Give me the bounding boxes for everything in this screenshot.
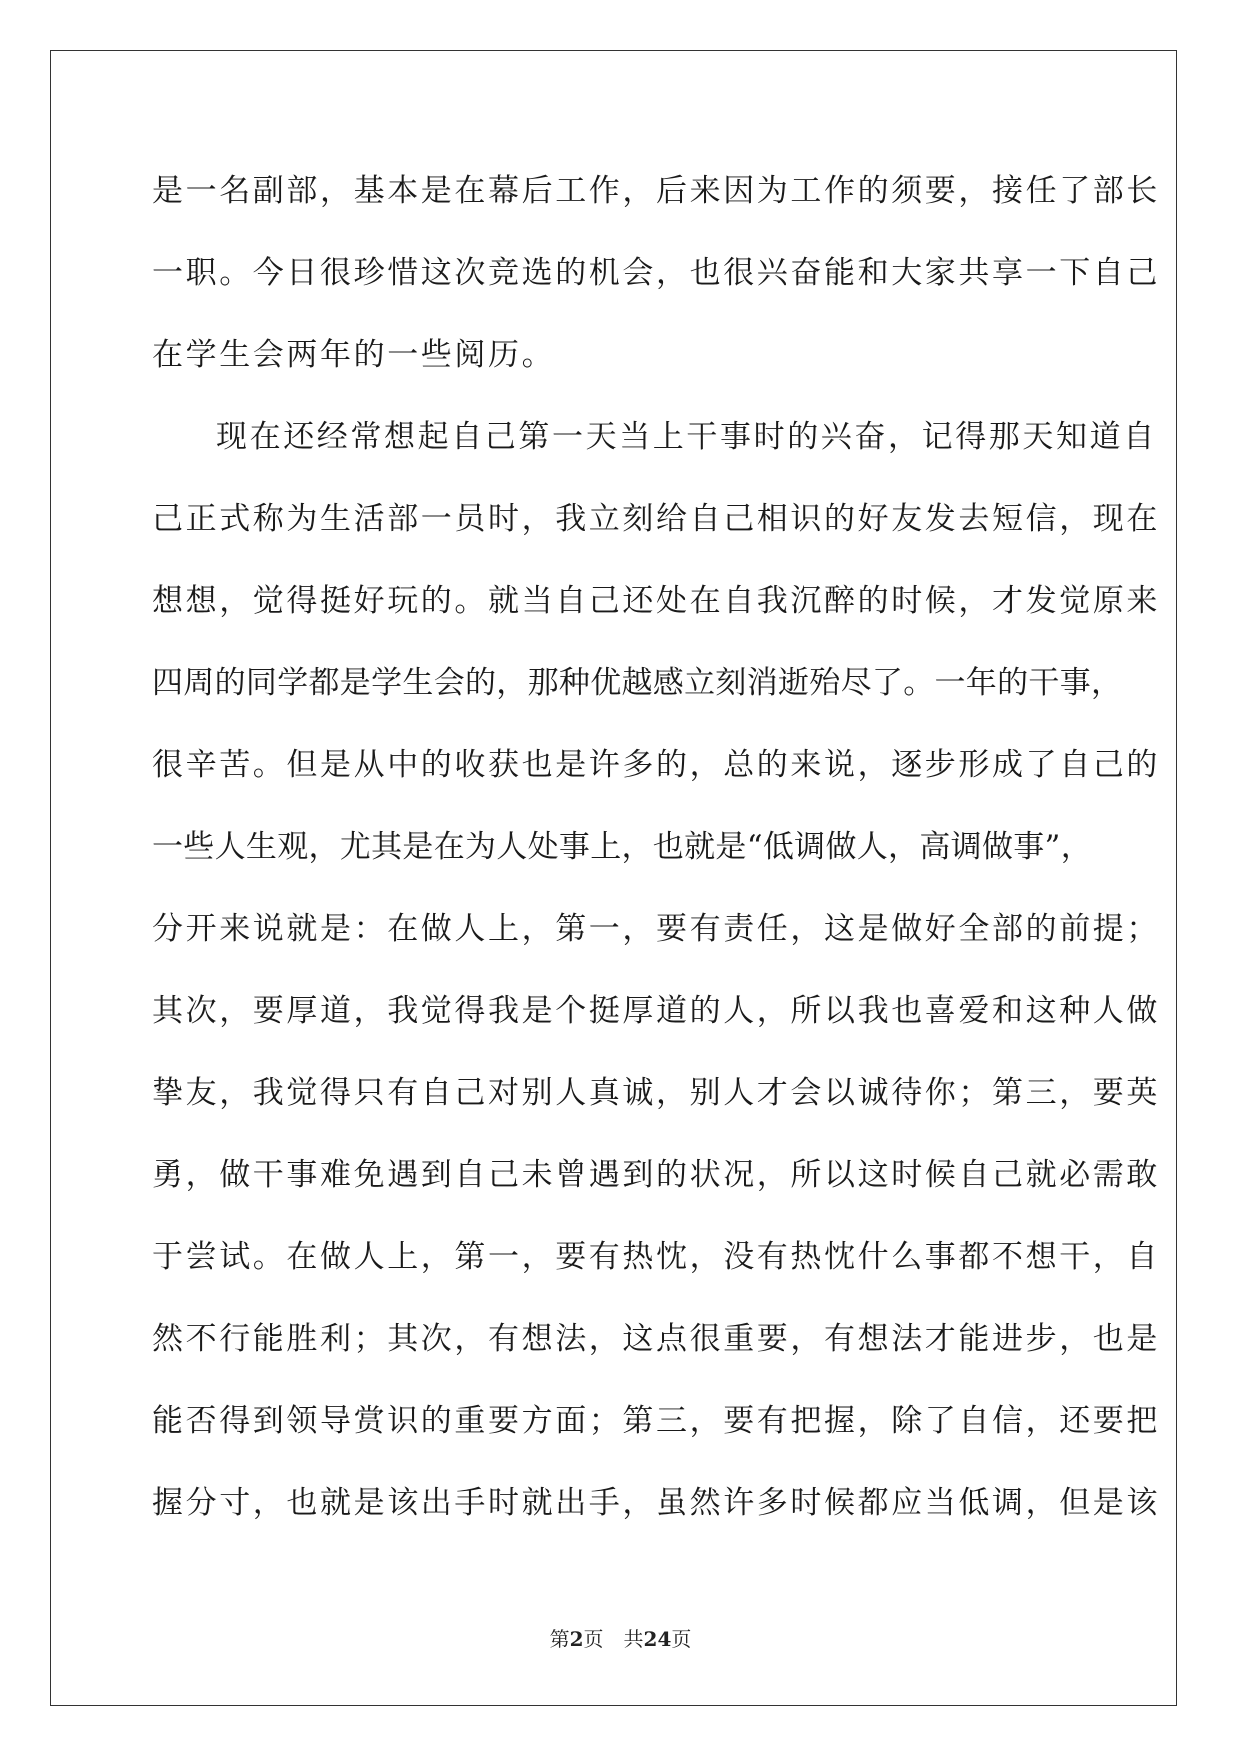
text-line: 一职。今日很珍惜这次竞选的机会，也很兴奋能和大家共享一下自己: [152, 255, 1160, 291]
text-line: 现在还经常想起自己第一天当上干事时的兴奋，记得那天知道自: [216, 419, 1157, 455]
text-line: 在学生会两年的一些阅历。: [152, 337, 556, 373]
text-line: 很辛苦。但是从中的收获也是许多的，总的来说，逐步形成了自己的: [152, 747, 1160, 783]
text-line: 分开来说就是：在做人上，第一，要有责任，这是做好全部的前提；: [152, 911, 1160, 947]
total-page-count: 24: [643, 1627, 672, 1651]
text-line: 四周的同学都是学生会的，那种优越感立刻消逝殆尽了。一年的干事，: [152, 665, 1123, 701]
text-line: 勇，做干事难免遇到自己未曾遇到的状况，所以这时候自己就必需敢: [152, 1157, 1160, 1193]
page-label-suffix: 页: [671, 1627, 692, 1651]
text-line: 是一名副部，基本是在幕后工作，后来因为工作的须要，接任了部长: [152, 173, 1160, 209]
text-line: 于尝试。在做人上，第一，要有热忱，没有热忱什么事都不想干，自: [152, 1239, 1160, 1275]
text-line: 想想，觉得挺好玩的。就当自己还处在自我沉醉的时候，才发觉原来: [152, 583, 1160, 619]
current-page-number: 2: [569, 1627, 584, 1651]
text-line: 挚友，我觉得只有自己对别人真诚，别人才会以诚待你；第三，要英: [152, 1075, 1160, 1111]
page-label-prefix: 第: [549, 1627, 570, 1651]
text-line: 握分寸，也就是该出手时就出手，虽然许多时候都应当低调，但是该: [152, 1485, 1160, 1521]
page-number-footer: [0, 1623, 1241, 1652]
text-line: 一些人生观，尤其是在为人处事上，也就是“低调做人，高调做事”，: [152, 829, 1092, 865]
text-line: 其次，要厚道，我觉得我是个挺厚道的人，所以我也喜爱和这种人做: [152, 993, 1160, 1029]
text-line: 己正式称为生活部一员时，我立刻给自己相识的好友发去短信，现在: [152, 501, 1160, 537]
text-line: 然不行能胜利；其次，有想法，这点很重要，有想法才能进步，也是: [152, 1321, 1160, 1357]
document-body: [152, 160, 1160, 1554]
text-line: 能否得到领导赏识的重要方面；第三，要有把握，除了自信，还要把: [152, 1403, 1160, 1439]
page-label-mid: 页 共: [583, 1627, 644, 1651]
